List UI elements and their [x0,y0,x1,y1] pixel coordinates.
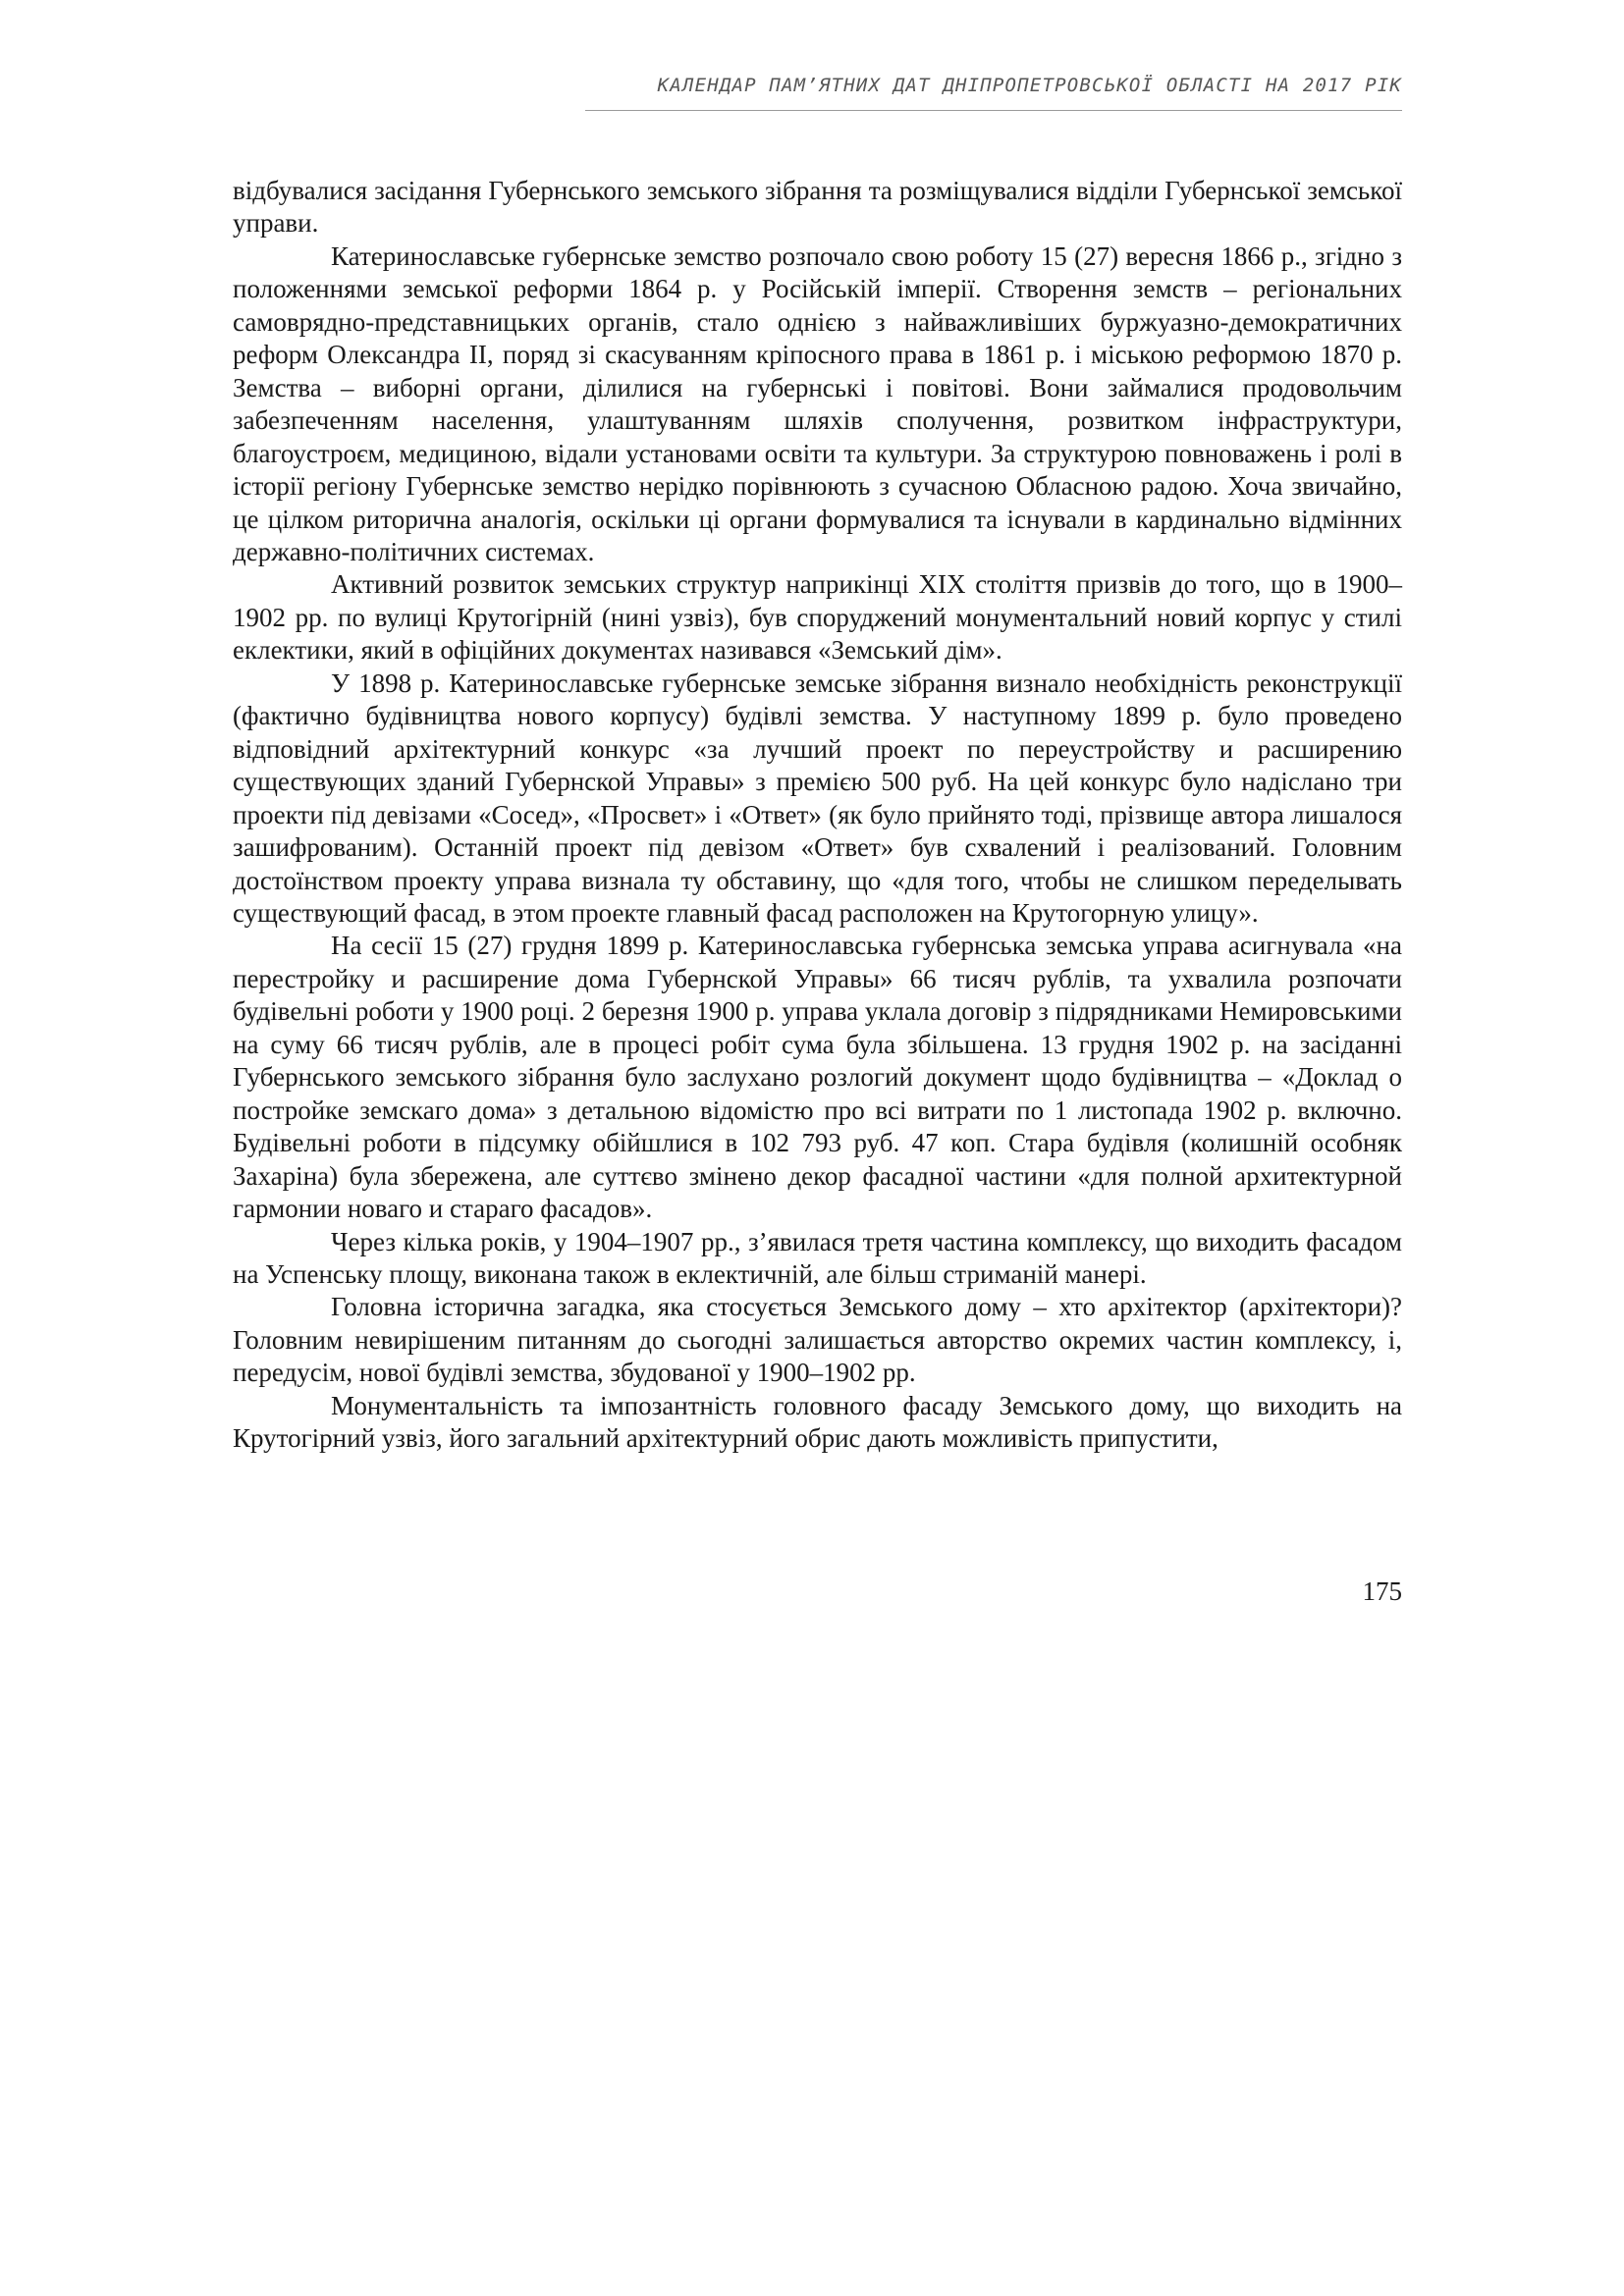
paragraph: Головна історична загадка, яка стосується Земського дому – хто архітектор (архітектори)? Головним невирішеним питанням до сьогодні залишається авторство окремих частин комплексу, і, передусім, нової будівлі земства, збудованої у 1900–1902 рр. [233,1292,1402,1388]
paragraph: відбувалися засідання Губернського земського зібрання та розміщувалися відділи Губернської земської управи. [233,176,1402,239]
paragraph: Монументальність та імпозантність головного фасаду Земського дому, що виходить на Крутогірний узвіз, його загальний архітектурний обрис дають можливість припустити, [233,1390,1402,1454]
page-number: 175 [1362,1576,1402,1606]
paragraph: На сесії 15 (27) грудня 1899 р. Катеринославська губернська земська управа асигнувала «на перестройку и расширение дома Губернской Управы» 66 тисяч рублів, та ухвалила розпочати будівельні роботи у 1900 році. 2 березня 1900 р. управа уклала договір з підрядниками Немировськими на суму 66 тисяч рублів, але в процесі робіт сума була збільшена. 13 грудня 1902 р. на засіданні Губернського земського зібрання було заслухано розлогий документ щодо будівництва – «Доклад о постройке земскаго дома» з детальною відомістю про всі витрати по 1 листопада 1902 р. включно. Будівельні роботи в підсумку обійшлися в 102 793 руб. 47 коп. Стара будівля (колишній особняк Захаріна) була збережена, але суттєво змінено декор фасадної частини «для полной архитектурной гармонии новаго и стараго фасадов». [233,931,1402,1224]
body-text [233,175,1402,1456]
paragraph: Через кілька років, у 1904–1907 рр., з’явилася третя частина комплексу, що виходить фасадом на Успенську площу, виконана також в еклектичній, але більш стриманій манері. [233,1226,1402,1289]
header-divider [585,110,1402,111]
paragraph: Активний розвиток земських структур наприкінці ХІХ століття призвів до того, що в 1900–1902 рр. по вулиці Крутогірній (нині узвіз), був споруджений монументальний новий корпус у стилі еклектики, який в офіційних документах називався «Земський дім». [233,569,1402,666]
running-header: КАЛЕНДАР ПАМ’ЯТНИХ ДАТ ДНІПРОПЕТРОВСЬКОЇ ОБЛАСТІ НА 2017 РІК [657,75,1402,96]
paragraph: Катеринославське губернське земство розпочало свою роботу 15 (27) вересня 1866 р., згідно з положеннями земської реформи 1864 р. у Російській імперії. Створення земств – регіональних самоврядно-представницьких органів, стало однією з найважливіших буржуазно-демократичних реформ Олександра ІІ, поряд зі скасуванням кріпосного права в 1861 р. і міською реформою 1870 р. Земства – виборні органи, ділилися на губернські і повітові. Вони займалися продовольчим забезпеченням населення, улаштуванням шляхів сполучення, розвитком інфраструктури, благоустроєм, медициною, відали установами освіти та культури. За структурою повноважень і ролі в історії регіону Губернське земство нерідко порівнюють з сучасною Обласною радою. Хоча звичайно, це цілком риторична аналогія, оскільки ці органи формувалися та існували в кардинально відмінних державно-політичних системах. [233,240,1402,566]
paragraph: У 1898 р. Катеринославське губернське земське зібрання визнало необхідність реконструкції (фактично будівництва нового корпусу) будівлі земства. У наступному 1899 р. було проведено відповідний архітектурний конкурс «за лучший проект по переустройству и расширению существующих зданий Губернской Управы» з премією 500 руб. На цей конкурс було надіслано три проекти під девізами «Сосед», «Просвет» і «Ответ» (як було прийнято тоді, прізвище автора лишалося зашифрованим). Останній проект під девізом «Ответ» був схвалений і реалізований. Головним достоїнством проекту управа визнала ту обставину, що «для того, чтобы не слишком переделывать существующий фасад, в этом проекте главный фасад расположен на Крутогорную улицу». [233,667,1402,928]
